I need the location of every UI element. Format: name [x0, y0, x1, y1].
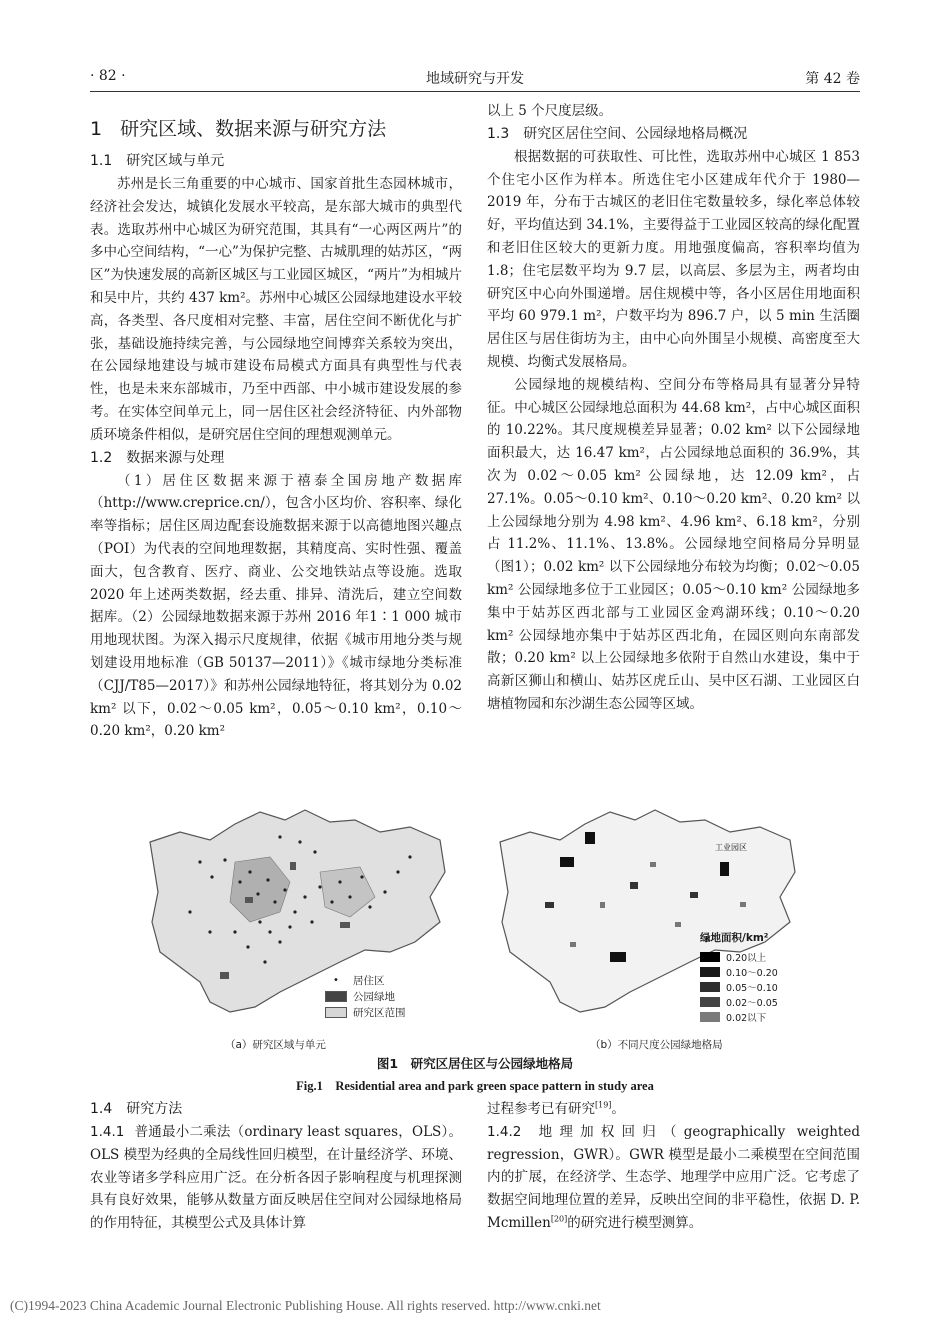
- study-area-swatch-icon: [325, 1007, 347, 1018]
- paragraph-text: 的研究进行模型测算。: [567, 1214, 703, 1231]
- running-header: [90, 62, 860, 92]
- scale-swatch-icon: [700, 952, 720, 962]
- section-1-3-heading: [487, 123, 860, 146]
- scale-swatch-icon: [700, 982, 720, 992]
- legend-item-scale-3: [700, 979, 778, 994]
- subsection-number: 1.4.2: [487, 1123, 522, 1140]
- figure-1: [140, 802, 810, 1052]
- legend-label: 0.02～0.05: [726, 997, 778, 1009]
- residential-dot-icon: •: [333, 974, 339, 986]
- legend-item-scale-5: [700, 1009, 778, 1024]
- scale-swatch-icon: [700, 1012, 720, 1022]
- study-area-map: [140, 802, 460, 1042]
- legend-title: 绿地面积/km²: [700, 932, 769, 944]
- legend-item-residential: [325, 972, 406, 988]
- paragraph: 根据数据的可获取性、可比性，选取苏州中心城区 1 853个住宅小区作为样本。所选住宅小区建成年代介于 1980—2019 年，分布于古城区的老旧住宅数量较多，绿化率总体较好，平均值达到 34.1%，主要得益于工业园区较高的绿化配置和老旧住区较大的更新力度。用地强度偏高，容积率均值为 1.8；住宅层数平均为 9.7 层，以高层、多层为主，两者均由研究区中心向外围递增。居住规模中等，各小区居住用地面积平均 60 979.1 m²，户数平均为 896.7 户，以 5 min 生活圈居住区与居住街坊为主，由中心向外围呈小规模、高密度至大规模、均衡式发展格局。: [487, 148, 860, 370]
- legend-label: 0.20以上: [726, 952, 767, 964]
- figure-caption-en: Fig.1 Residential area and park green space pattern in study area: [296, 1079, 654, 1093]
- figure-caption-cn: 图1 研究区居住区与公园绿地格局: [376, 1056, 574, 1071]
- legend-label: 0.05～0.10: [726, 982, 778, 994]
- paragraph: [90, 1121, 462, 1235]
- paragraph-continuation: 以上 5 个尺度层级。: [487, 103, 613, 119]
- left-column-top: [90, 112, 462, 743]
- left-column-bottom: [90, 1098, 462, 1235]
- section-number: 1: [90, 118, 103, 140]
- citation-ref: [19]: [595, 1100, 612, 1110]
- legend-panel-b: [700, 930, 778, 1024]
- figure-panel-a: [140, 802, 460, 1052]
- legend-label: 公园绿地: [353, 990, 395, 1003]
- legend-item-study-area: [325, 1004, 406, 1020]
- paragraph-text: 普通最小二乘法（ordinary least squares，OLS）。OLS 模型为经典的全局线性回归模型，在计量经济学、环境、农业等诸多学科应用广泛。在分析各因子影响程度与机理探测具有良好效果，能够从数量方面反映居住空间对公园绿地格局的作用特征，其模型公式及具体计算: [90, 1124, 462, 1232]
- section-1-1-heading: [90, 150, 462, 173]
- paragraph: （1）居住区数据来源于禧泰全国房地产数据库（http://www.creprice.cn/），包含小区均价、容积率、绿化率等指标；居住区周边配套设施数据来源于以高德地图兴趣点（POI）为代表的空间地理数据，其精度高、实时性强、覆盖面大，包含教育、医疗、商业、公交地铁站点等设施。选取 2020 年上述两类数据，经去重、排异、清洗后，建立空间数据库。（2）公园绿地数据来源于苏州 2016 年1∶1 000 城市用地现状图。为深入揭示尺度规律，依据《城市用地分类与规划建设用地标准（GB 50137—2011）》《城市绿地分类标准（CJJ/T85—2017）》和苏州公园绿地特征，将其划分为 0.02 km² 以下，0.02～0.05 km²，0.05～0.10 km²，0.10～0.20 km²，0.20 km²: [90, 472, 462, 740]
- legend-label: 0.02以下: [726, 1012, 767, 1024]
- paragraph: 苏州是长三角重要的中心城市、国家首批生态园林城市，经济社会发达，城镇化发展水平较高，是东部大城市的典型代表。选取苏州中心城区为研究范围，其具有“一心两区两片”的多中心空间结构，“一心”为保护完整、古城肌理的姑苏区，“两区”为快速发展的高新区城区与工业园区城区，“两片”为相城片和吴中片，共约 437 km²。苏州中心城区公园绿地建设水平较高，各类型、各尺度相对完整、丰富，居住空间不断优化与扩张，基础设施持续完善，与公园绿地空间博弈关系较为突出，在公园绿地建设与城市建设布局模式方面具有典型性与代表性，也是未来东部城市，乃至中西部、中小城市建设发展的参考。在实体空间单元上，同一居住区社会经济特征、内外部物质环境条件相似，是研究居住空间的理想观测单元。: [90, 176, 462, 443]
- paragraph: 公园绿地的规模结构、空间分布等格局具有显著分异特征。中心城区公园绿地总面积为 44.68 km²，占中心城区面积的 10.22%。其尺度规模差异显著；0.02 km² 以下公园绿地面积最大，达 16.47 km²，占公园绿地总面积的 36.9%，其次为 0.02～0.05 km² 公园绿地，达 12.09 km²，占 27.1%。0.05～0.10 km²、0.10～0.20 km²、0.20 km² 以上公园绿地分别为 4.98 km²、4.96 km²、6.18 km²，分别占 11.2%、11.1%、13.8%。公园绿地空间格局分异明显（图1）；0.02 km² 以下公园绿地分布较为均衡；0.02～0.05 km² 公园绿地多位于工业园区；0.05～0.10 km² 公园绿地多集中于姑苏区西北部与工业园区金鸡湖环线；0.10～0.20 km² 公园绿地亦集中于姑苏区西北角，在园区则向东南部发散；0.20 km² 以上公园绿地多依附于自然山水建设，集中于高新区狮山和横山、姑苏区虎丘山、吴中区石湖、工业园区白塘植物园和东沙湖生态公园等区域。: [487, 376, 860, 712]
- legend-item-scale-1: [700, 949, 778, 964]
- legend-label: 居住区: [353, 974, 385, 987]
- right-column-bottom: [487, 1098, 860, 1235]
- legend-item-park: [325, 988, 406, 1004]
- paragraph-text: 过程参考已有研究: [487, 1101, 595, 1117]
- copyright-footer: (C)1994-2023 China Academic Journal Electronic Publishing House. All rights reserved. http://www.cnki.net: [10, 1298, 601, 1313]
- section-title: 研究区居住空间、公园绿地格局概况: [523, 125, 748, 142]
- map-label-industrial-park: 工业园区: [715, 843, 747, 852]
- scale-swatch-icon: [700, 997, 720, 1007]
- right-column-top: [487, 100, 860, 716]
- section-title: 研究方法: [126, 1101, 183, 1117]
- section-number: 1.4: [90, 1101, 113, 1117]
- section-number: 1.3: [487, 125, 510, 142]
- volume-label: 第 42 卷: [805, 71, 860, 87]
- paragraph-text: 地理加权回归（geographically weighted regression，GWR）。GWR 模型是最小二乘模型在空间范围内的扩展，在经济学、生态学、地理学中应用广泛。它考虑了数据空间地理位置的差异，反映出空间的非平稳性，依据 D. P. Mcmillen: [487, 1123, 860, 1231]
- journal-title: 地域研究与开发: [426, 71, 524, 87]
- panel-a-caption: （a）研究区域与单元: [225, 1039, 326, 1051]
- legend-label: 0.10～0.20: [726, 967, 778, 979]
- panel-b-caption: （b）不同尺度公园绿地格局: [590, 1039, 723, 1051]
- paragraph: [487, 1121, 860, 1235]
- section-title: 研究区域、数据来源与研究方法: [120, 118, 387, 140]
- legend-label: 研究区范围: [353, 1006, 406, 1019]
- figure-panel-b: [490, 802, 810, 1052]
- section-1-4-heading: [90, 1098, 462, 1121]
- legend-item-scale-4: [700, 994, 778, 1009]
- section-title: 研究区域与单元: [126, 153, 225, 169]
- scale-swatch-icon: [700, 967, 720, 977]
- page-number: · 82 ·: [90, 68, 126, 84]
- legend-panel-a: [325, 972, 406, 1020]
- section-1-2-heading: [90, 447, 462, 470]
- section-title: 数据来源与处理: [126, 449, 225, 466]
- section-number: 1.1: [90, 153, 113, 169]
- park-swatch-icon: [325, 991, 347, 1002]
- paragraph-continuation: [487, 1098, 860, 1121]
- citation-ref: [20]: [550, 1214, 568, 1224]
- section-number: 1.2: [90, 449, 113, 466]
- subsection-number: 1.4.1: [90, 1124, 125, 1140]
- paragraph-text: 。: [611, 1101, 625, 1117]
- section-1-heading: [90, 114, 462, 144]
- legend-item-scale-2: [700, 964, 778, 979]
